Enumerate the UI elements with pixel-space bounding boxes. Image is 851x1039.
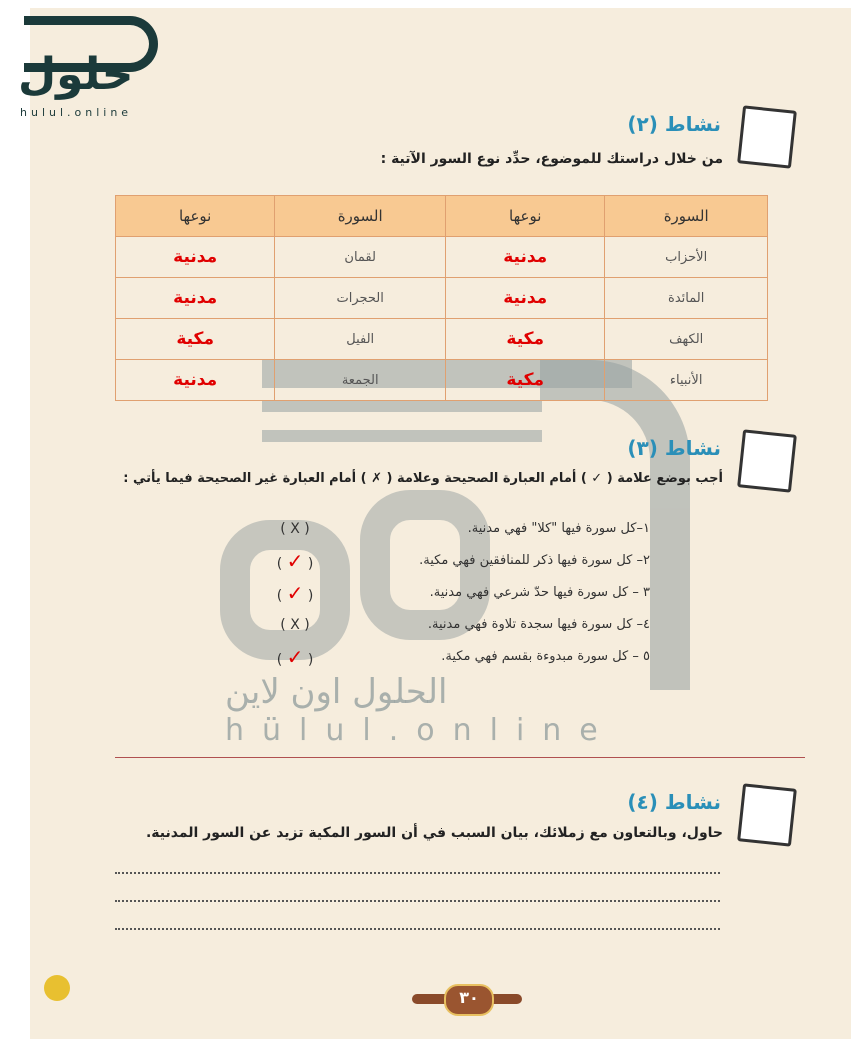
statement: ٢– كل سورة فيها ذكر للمنافقين فهي مكية. [419,553,650,568]
page-number: ٣٠ [459,988,479,1007]
statement: ٣ – كل سورة فيها حدّ شرعي فهي مدنية. [429,585,650,600]
surah-table [115,195,768,401]
answer-mark: ( ✓ ) [276,549,314,573]
surah-cell: الحجرات [275,278,446,319]
divider [115,757,805,758]
type-cell: مدنية [116,237,275,278]
surah-cell: المائدة [605,278,768,319]
activity-2-instruction: من خلال دراستك للموضوع، حدِّد نوع السور الآتية : [380,151,723,167]
header-cell: نوعها [116,196,275,237]
answer-line[interactable] [115,928,720,930]
notepad-icon [737,429,797,492]
type-cell: مدنية [116,278,275,319]
statement: ١–كل سورة فيها "كلا" فهي مدنية. [467,521,650,536]
header-cell: السورة [605,196,768,237]
type-cell: مدنية [446,278,605,319]
type-cell: مكية [446,319,605,360]
type-cell: مكية [116,319,275,360]
watermark-text-ar: الحلول اون لاين [225,672,448,712]
table-row [116,360,768,401]
notepad-icon [737,783,797,846]
activity-3-instruction: أجب بوضع علامة ( ✓ ) أمام العبارة الصحيحة وعلامة ( ✗ ) أمام العبارة غير الصحيحة فيما يأتي : [123,471,723,486]
answer-line[interactable] [115,900,720,902]
surah-cell: لقمان [275,237,446,278]
logo-text: حلول [18,49,134,100]
table-row [116,237,768,278]
header-cell: السورة [275,196,446,237]
header-cell: نوعها [446,196,605,237]
surah-cell: الأحزاب [605,237,768,278]
side-emblem-icon [44,975,70,1001]
activity-3-title: نشاط (٣) [627,436,721,460]
type-cell: مكية [446,360,605,401]
logo [14,10,164,120]
answer-mark: ( X ) [280,521,310,537]
activity-4-instruction: حاول، وبالتعاون مع زملائك، بيان السبب في أن السور المكية تزيد عن السور المدنية. [145,825,723,841]
answer-line[interactable] [115,872,720,874]
surah-cell: الكهف [605,319,768,360]
statement: ٥ – كل سورة مبدوءة بقسم فهي مكية. [441,649,650,664]
page-number-ornament [412,984,522,1014]
table-header-row [116,196,768,237]
activity-2-title: نشاط (٢) [627,112,721,136]
table-row [116,278,768,319]
watermark-text-en: hülul.online [225,713,616,748]
answer-mark: ( ✓ ) [276,645,314,669]
table-row [116,319,768,360]
statement: ٤– كل سورة فيها سجدة تلاوة فهي مدنية. [427,617,650,632]
answer-mark: ( ✓ ) [276,581,314,605]
type-cell: مدنية [446,237,605,278]
surah-cell: الأنبياء [605,360,768,401]
notepad-icon [737,105,797,168]
answer-mark: ( X ) [280,617,310,633]
activity-4-title: نشاط (٤) [627,790,721,814]
logo-subtitle: hulul.online [20,106,133,119]
type-cell: مدنية [116,360,275,401]
surah-cell: الفيل [275,319,446,360]
surah-cell: الجمعة [275,360,446,401]
